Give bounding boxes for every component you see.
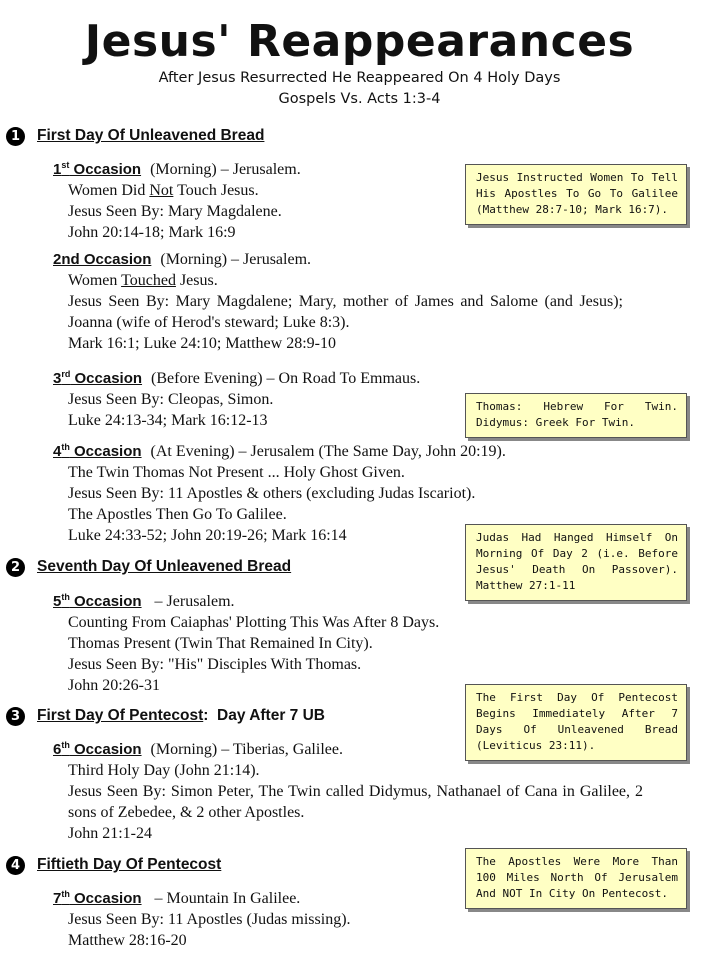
side-note-2: Thomas: Hebrew For Twin. Didymus: Greek For Twin. — [465, 393, 687, 438]
occasion-line: John 20:26-31 — [68, 677, 160, 694]
occasion-line: Jesus Seen By: Mary Magdalene. — [68, 203, 282, 220]
occasion-line: Jesus Seen By: Cleopas, Simon. — [68, 391, 274, 408]
occasion-line: John 21:1-24 — [68, 825, 152, 842]
occasion-4 — [53, 437, 506, 546]
occasion-description: (Morning) – Jerusalem. — [150, 161, 301, 178]
day-title: First Day Of Pentecost — [37, 707, 204, 724]
occasion-7 — [53, 884, 351, 951]
occasion-line: The Twin Thomas Not Present ... Holy Ghost Given. — [68, 464, 405, 481]
day-title-suffix: : Day After 7 UB — [203, 707, 325, 724]
occasion-line: Third Holy Day (John 21:14). — [68, 762, 260, 779]
occasion-line: Matthew 28:16-20 — [68, 932, 187, 949]
occasion-5 — [53, 587, 439, 696]
occasion-line: The Apostles Then Go To Galilee. — [68, 506, 287, 523]
page-title: Jesus' Reappearances — [84, 16, 635, 67]
day-heading-4 — [6, 854, 221, 876]
subtitle-line-2: Gospels Vs. Acts 1:3-4 — [278, 91, 441, 107]
occasion-line: Counting From Caiaphas' Plotting This Was After 8 Days. — [68, 614, 440, 631]
occasion-1 — [53, 155, 301, 243]
side-note-4: The First Day Of Pentecost Begins Immediately After 7 Days Of Unleavened Bread (Leviticus 23:11). — [465, 684, 687, 761]
day-heading-2 — [6, 556, 291, 578]
occasion-description: – Mountain In Galilee. — [150, 890, 301, 907]
occasion-line: Luke 24:33-52; John 20:19-26; Mark 16:14 — [68, 527, 347, 544]
day-title: First Day Of Unleavened Bread — [37, 127, 265, 144]
occasion-label: 3rd Occasion — [53, 369, 143, 387]
day-title: Fiftieth Day Of Pentecost — [37, 856, 222, 873]
day-title: Seventh Day Of Unleavened Bread — [37, 558, 292, 575]
occasion-description: – Jerusalem. — [150, 593, 235, 610]
occasion-3 — [53, 364, 420, 431]
day-heading-3 — [6, 705, 325, 727]
occasion-line: John 20:14-18; Mark 16:9 — [68, 224, 236, 241]
occasion-line: Jesus Seen By: Mary Magdalene; Mary, mother of James and Salome (and Jesus); Joanna (wife of Herod's steward; Luke 8:3). — [68, 293, 623, 331]
occasion-description: (At Evening) – Jerusalem (The Same Day, John 20:19). — [150, 443, 506, 460]
occasion-2 — [53, 249, 623, 354]
occasion-line: Jesus Seen By: 11 Apostles & others (excluding Judas Iscariot). — [68, 485, 476, 502]
day-number-badge: 4 — [6, 856, 25, 875]
day-number-badge: 2 — [6, 558, 25, 577]
occasion-line: Thomas Present (Twin That Remained In City). — [68, 635, 373, 652]
occasion-label: 2nd Occasion — [53, 251, 152, 268]
occasion-label: 6th Occasion — [53, 740, 142, 758]
occasion-label: 1st Occasion — [53, 160, 142, 178]
day-number-badge: 1 — [6, 127, 25, 146]
occasion-line: Jesus Seen By: Simon Peter, The Twin called Didymus, Nathanael of Cana in Galilee, 2 sons of Zebedee, & 2 other Apostles. — [68, 783, 643, 821]
occasion-description: (Morning) – Tiberias, Galilee. — [150, 741, 343, 758]
occasion-line: Luke 24:13-34; Mark 16:12-13 — [68, 412, 268, 429]
occasion-label: 5th Occasion — [53, 592, 142, 610]
occasion-description: (Before Evening) – On Road To Emmaus. — [151, 370, 421, 387]
occasion-line: Women Touched Jesus. — [68, 272, 218, 289]
occasion-label: 4th Occasion — [53, 442, 142, 460]
side-note-5: The Apostles Were More Than 100 Miles North Of Jerusalem And NOT In City On Pentecost. — [465, 848, 687, 909]
side-note-3: Judas Had Hanged Himself On Morning Of Day 2 (i.e. Before Jesus' Death On Passover). Matthew 27:1-11 — [465, 524, 687, 601]
occasion-line: Women Did Not Touch Jesus. — [68, 182, 259, 199]
occasion-label: 7th Occasion — [53, 889, 142, 907]
occasion-line: Jesus Seen By: "His" Disciples With Thomas. — [68, 656, 362, 673]
occasion-line: Jesus Seen By: 11 Apostles (Judas missing). — [68, 911, 351, 928]
day-heading-1 — [6, 125, 264, 147]
occasion-description: (Morning) – Jerusalem. — [160, 251, 312, 268]
side-note-1: Jesus Instructed Women To Tell His Apostles To Go To Galilee (Matthew 28:7-10; Mark 16:7). — [465, 164, 687, 225]
subtitle-line-1: After Jesus Resurrected He Reappeared On 4 Holy Days — [158, 70, 561, 86]
occasion-line: Mark 16:1; Luke 24:10; Matthew 28:9-10 — [68, 335, 336, 352]
day-number-badge: 3 — [6, 707, 25, 726]
